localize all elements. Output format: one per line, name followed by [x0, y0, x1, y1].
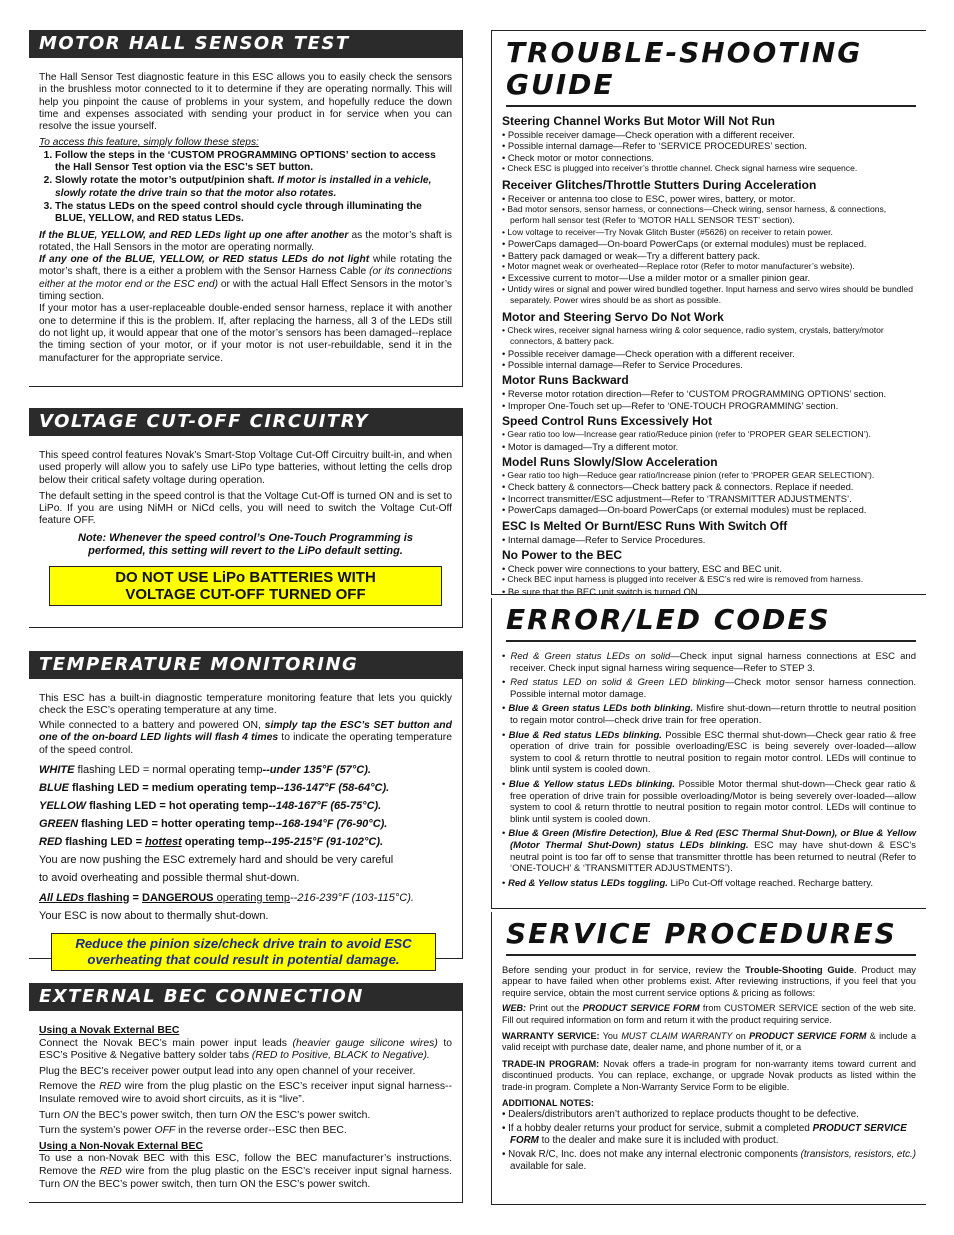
error-code-lead: Blue & Green (Misfire Detection), Blue & Red (ESC Thermal Shut-Down), or Blue & Yellow (Motor Thermal Shut-Down) status LEDs blinking.: [508, 828, 916, 851]
trouble-items: [502, 325, 916, 371]
bec-p5: Turn the system’s power OFF in the reverse order--ESC then BEC.: [39, 1125, 347, 1137]
temp-all-note: Your ESC is now about to thermally shut-down.: [39, 910, 269, 923]
trouble-item: • Gear ratio too low—Increase gear ratio/Reduce pinion (refer to ‘PROPER GEAR SELECTION’).: [502, 429, 916, 440]
temp-blue: BLUE flashing LED = medium operating temp--136-147°F (58-64°C).: [39, 782, 390, 795]
error-codes-section: [491, 598, 926, 909]
service-title: SERVICE PROCEDURES: [506, 918, 916, 956]
trouble-items: [502, 388, 916, 411]
bec-p6: To use a non-Novak BEC with this ESC, follow the BEC manufacturer’s instructions. Remove the RED wire from the plug plastic on the ESC’s receiver input signal harness. Turn ON the BEC’s power switch, then turn ON the ESC’s power switch.: [39, 1153, 452, 1190]
error-code-lead: Blue & Red status LEDs blinking.: [508, 729, 662, 741]
lipo-warning-line-1: DO NOT USE LiPo BATTERIES WITH: [115, 568, 376, 586]
temperature-section: [29, 651, 463, 968]
hall-intro: The Hall Sensor Test diagnostic feature in this ESC allows you to easily check the sensors in the brushless motor connected to it to determine if they are operating normally. This will help you pinpoint the cause of problems in your system, and hopefully reduce the down time and expenses associated with sending your product in for service when you can resolve the issue yourself.: [39, 72, 452, 133]
trouble-heading: ESC Is Melted Or Burnt/ESC Runs With Switch Off: [502, 518, 788, 533]
hall-step-2-main: Slowly rotate the motor’s output/pinion shaft.: [55, 175, 275, 187]
service-note-1: • Dealers/distributors aren’t authorized to replace products thought to be defective.: [502, 1109, 916, 1121]
service-additional-label: ADDITIONAL NOTES:: [502, 1098, 594, 1109]
trouble-item: • Excessive current to motor—Use a milder motor or a smaller pinion gear.: [502, 272, 916, 283]
hall-step-2: [55, 175, 452, 200]
trouble-items: [502, 429, 916, 452]
error-code-text: —Check input signal harness connections at ESC and receiver. Check input signal harness wiring sequence—Refer to STEP 3.: [510, 651, 916, 674]
temp-all: All LEDs flashing = DANGEROUS operating temp--216-239°F (103-115°C).: [39, 892, 414, 905]
bec-p3: Remove the RED wire from the plug plastic on the ESC’s receiver input signal harness--Insulate removed wire to avoid short circuits, as it is “live”.: [39, 1081, 452, 1105]
error-code-item: [502, 703, 916, 726]
error-code-text: Possible Motor thermal shut-down—Check gear ratio & free operation of drive train for possible overloading/Motor is being severely over-loaded—allow system to cool & return throttle to neutral position to regain motor control. LEDs will continue to blink until system is cooled down.: [510, 778, 917, 825]
temp-red-note-2: to avoid overheating and possible thermal shut-down.: [39, 872, 300, 885]
pinion-warning-line-1: Reduce the pinion size/check drive train to avoid ESC: [75, 936, 412, 952]
trouble-item: • Motor magnet weak or overheated—Replace rotor (Refer to motor manufacturer’s website).: [502, 261, 916, 272]
trouble-items: [502, 563, 916, 597]
trouble-heading: Speed Control Runs Excessively Hot: [502, 414, 713, 429]
error-code-lead: Blue & Yellow status LEDs blinking.: [508, 778, 676, 790]
trouble-items: [502, 470, 916, 516]
trouble-item: • Gear ratio too high—Reduce gear ratio/Increase pinion (refer to ‘PROPER GEAR SELECTION’).: [502, 470, 916, 481]
temp-p2: While connected to a battery and powered ON, simply tap the ESC’s SET button and one of the on-board LED lights will flash 4 times to indicate the operating temperature of the speed control.: [39, 719, 452, 756]
temp-yellow: YELLOW flashing LED = hot operating temp--148-167°F (65-75°C).: [39, 800, 382, 813]
pinion-warning-box: [51, 933, 436, 971]
error-code-lead: Blue & Green status LEDs both blinking.: [508, 703, 694, 715]
trouble-item: • Possible internal damage—Refer to Service Procedures.: [502, 359, 916, 370]
trouble-items: [502, 534, 916, 545]
trouble-item: • Bad motor sensors, sensor harness, or connections—Check wiring, sensor harness, & connections, perform hall sensor test (Refer to ‘MOTOR HALL SENSOR TEST’ section).: [502, 204, 916, 227]
trouble-item: • Possible internal damage—Refer to ‘SERVICE PROCEDURES’ section.: [502, 140, 916, 151]
bec-heading-non-novak: Using a Non-Novak External BEC: [39, 1140, 203, 1152]
trouble-item: • Check wires, receiver signal harness wiring & color sequence, radio system, crystals, battery/motor connectors, & battery pack.: [502, 325, 916, 348]
service-warranty: WARRANTY SERVICE: You MUST CLAIM WARRANTY on PRODUCT SERVICE FORM & include a valid receipt with purchase date, dealer name, and phone number of it, or a: [502, 1031, 917, 1053]
trouble-item: • Untidy wires or signal and power wired bundled together. Input harness and servo wires should be bundled separately. Power wires should be as short as possible.: [502, 284, 916, 307]
trouble-heading: Model Runs Slowly/Slow Acceleration: [502, 454, 718, 469]
troubleshooting-list: [492, 107, 926, 597]
trouble-item: • Motor is damaged—Try a different motor.: [502, 441, 916, 452]
trouble-items: [502, 193, 916, 307]
temp-p1: This ESC has a built-in diagnostic temperature monitoring feature that lets you quickly check the ESC’s operating temperature at any time.: [39, 693, 452, 717]
trouble-item: • Incorrect transmitter/ESC adjustment—Refer to ‘TRANSMITTER ADJUSTMENTS’.: [502, 493, 916, 504]
lipo-warning-box: [49, 566, 442, 606]
error-code-item: [502, 878, 916, 890]
hall-step-1: 1. Follow the steps in the ‘CUSTOM PROGRAMMING OPTIONS’ section to access the Hall Sensor Test option via the ESC’s SET button.: [55, 150, 452, 175]
service-section: [491, 912, 926, 1205]
error-code-text: —Check motor sensor harness connection. Possible internal motor damage.: [510, 677, 917, 700]
trouble-item: • PowerCaps damaged—On-board PowerCaps (or external modules) must be replaced.: [502, 504, 916, 515]
bec-p2: Plug the BEC’s receiver power output lead into any open channel of your receiver.: [39, 1065, 416, 1077]
trouble-item: • Reverse motor rotation direction—Refer to ‘CUSTOM PROGRAMMING OPTIONS’ section.: [502, 388, 916, 399]
hall-steps: [39, 150, 452, 226]
trouble-item: • Improper One-Touch set up—Refer to ‘ONE-TOUCH PROGRAMMING’ section.: [502, 400, 916, 411]
error-code-text: LiPo Cut-Off voltage reached. Recharge battery.: [667, 877, 873, 889]
service-trade-in: TRADE-IN PROGRAM: Novak offers a trade-in program for non-warranty items toward current and discontinued products. You can replace, exchange, or upgrade Novak products as listed within the trade-in program. Complete a Non-Warranty Service Form to be eligible.: [502, 1058, 916, 1092]
service-web: WEB: Print out the PRODUCT SERVICE FORM from CUSTOMER SERVICE section of the web site. Fill out required information on form and return it with the product requiring service.: [502, 1003, 916, 1025]
trouble-item: • PowerCaps damaged—On-board PowerCaps (or external modules) must be replaced.: [502, 238, 916, 249]
service-note-3: • Novak R/C, Inc. does not make any internal electronic components (transistors, resistors, etc.) available for sale.: [502, 1149, 916, 1173]
service-notes: [502, 1109, 916, 1172]
trouble-item: • Check motor or motor connections.: [502, 152, 916, 163]
error-code-item: [502, 730, 916, 776]
error-code-item: [502, 828, 916, 874]
bec-p4: Turn ON the BEC’s power switch, then turn ON the ESC’s power switch.: [39, 1109, 371, 1121]
hall-sensor-title: MOTOR HALL SENSOR TEST: [29, 30, 462, 58]
trouble-heading: Receiver Glitches/Throttle Stutters During Acceleration: [502, 177, 817, 192]
hall-access-label: To access this feature, simply follow these steps:: [39, 137, 259, 149]
trouble-heading: Motor and Steering Servo Do Not Work: [502, 309, 724, 324]
trouble-item: • Be sure that the BEC unit switch is turned ON.: [502, 586, 916, 597]
voltage-section: [29, 408, 463, 628]
temp-white: WHITE flashing LED = normal operating temp--under 135°F (57°C).: [39, 764, 371, 777]
service-intro: Before sending your product in for service, review the Trouble-Shooting Guide. Product may appear to have failed when other problems exist. After reviewing instructions, if you feel that you require service, obtain the most current service options & pricing as follows:: [502, 964, 916, 998]
troubleshooting-title: TROUBLE-SHOOTING GUIDE: [506, 37, 916, 107]
error-code-text: Possible ESC thermal shut-down—Check gear ratio & free operation of drive train for possible overloading/ESC is being severely over-loaded—allow system to cool & return throttle to neutral position to regain motor control. LEDs will continue to blink until system is cooled down.: [510, 729, 916, 776]
lipo-warning-line-2: VOLTAGE CUT-OFF TURNED OFF: [125, 585, 366, 603]
hall-sensor-section: [29, 30, 463, 387]
voltage-title: VOLTAGE CUT-OFF CIRCUITRY: [29, 408, 462, 436]
hall-bad-text: If any one of the BLUE, YELLOW, or RED status LEDs do not light while rotating the motor’s shaft, there is a either a problem with the Sensor Harness Cable (or its connections either at the motor end or the ESC end) or with the actual Hall Effect Sensors in the motor’s timing section.: [39, 254, 452, 303]
temp-red: RED flashing LED = hottest operating temp--195-215°F (91-102°C).: [39, 836, 384, 849]
temp-green: GREEN flashing LED = hotter operating temp--168-194°F (76-90°C).: [39, 818, 388, 831]
bec-section: [29, 983, 463, 1203]
trouble-item: • Check ESC is plugged into receiver’s throttle channel. Check signal harness wire sequence.: [502, 163, 916, 174]
hall-step-3: 3. The status LEDs on the speed control should cycle through illuminating the BLUE, YELLOW, and RED status LEDs.: [55, 201, 452, 226]
trouble-item: • Internal damage—Refer to Service Procedures.: [502, 534, 916, 545]
error-code-item: [502, 779, 916, 825]
bec-title: EXTERNAL BEC CONNECTION: [29, 983, 462, 1011]
hall-ok-text: If the BLUE, YELLOW, and RED LEDs light up one after another as the motor’s shaft is rotated, the Hall Sensors in the motor are operating normally.: [39, 229, 453, 253]
error-codes-title: ERROR/LED CODES: [506, 604, 916, 642]
trouble-item: • Possible receiver damage—Check operation with a different receiver.: [502, 129, 916, 140]
trouble-item: • Battery pack damaged or weak—Try a different battery pack.: [502, 250, 916, 261]
trouble-item: • Possible receiver damage—Check operation with a different receiver.: [502, 348, 916, 359]
troubleshooting-section: [491, 30, 926, 595]
trouble-items: [502, 129, 916, 175]
voltage-note: Note: Whenever the speed control’s One-Touch Programming is performed, this setting will revert to the LiPo default setting.: [78, 531, 413, 557]
trouble-heading: Steering Channel Works But Motor Will Not Run: [502, 114, 775, 128]
temperature-title: TEMPERATURE MONITORING: [29, 651, 462, 679]
trouble-item: • Check BEC input harness is plugged into receiver & ESC’s red wire is removed from harness.: [502, 574, 916, 585]
error-code-item: [502, 677, 916, 700]
error-code-text: ESC may have shut-down & ESC’s neutral point is too far off to sense that transmitter throttle has been returned to neutral (Refer to ‘ONE-TOUCH’ & ‘TRANSMITTER ADJUSTMENTS’).: [510, 839, 916, 875]
trouble-item: • Receiver or antenna too close to ESC, power wires, battery, or motor.: [502, 193, 916, 204]
error-code-text: Misfire shut-down—return throttle to neutral position to regain motor control—check drive train for free operation.: [510, 703, 916, 726]
trouble-heading: No Power to the BEC: [502, 547, 623, 562]
voltage-p2: The default setting in the speed control is that the Voltage Cut-Off is turned ON and is set to LiPo. If you are using NiMH or NiCd cells, you will need to switch the Voltage Cut-Off feature OFF.: [39, 490, 452, 527]
bec-heading-novak: Using a Novak External BEC: [39, 1025, 180, 1036]
hall-harness-text: If your motor has a user-replaceable double-ended sensor harness, replace it with another one to determine if this is the problem. If, after replacing the harness, all 3 of the LEDs still do not light up, it would appear that one of the motor’s sensors has been damaged--replace the timing section of your motor, or if your motor is not user-rebuildable, send it in the manufacturer for the appropriate service.: [39, 303, 452, 364]
trouble-heading: Motor Runs Backward: [502, 373, 629, 388]
trouble-item: • Low voltage to receiver—Try Novak Glitch Buster (#5626) on receiver to retain power.: [502, 227, 916, 238]
trouble-item: • Check power wire connections to your battery, ESC and BEC unit.: [502, 563, 916, 574]
error-code-lead: Red status LED on solid & Green LED blinking: [510, 677, 725, 689]
error-code-lead: Red & Green status LEDs on solid: [510, 651, 671, 662]
trouble-item: • Check battery & connectors—Check battery pack & connectors. Replace if needed.: [502, 481, 916, 492]
temp-red-note-1: You are now pushing the ESC extremely hard and should be very careful: [39, 854, 394, 867]
pinion-warning-line-2: overheating that could result in potential damage.: [87, 952, 400, 968]
error-code-item: [502, 651, 916, 674]
voltage-p1: This speed control features Novak’s Smart-Stop Voltage Cut-Off Circuitry built-in, and when used properly will allow you to safely use LiPo type batteries, without letting the cells drop below their critical safety voltage during operation.: [39, 450, 452, 486]
error-codes-list: [502, 651, 916, 889]
service-note-2: • If a hobby dealer returns your product for service, submit a completed PRODUCT SERVICE FORM to the dealer and make sure it is included with product.: [502, 1123, 916, 1147]
hall-step-2-note: If motor is installed in a vehicle, slowly rotate the drive train so that the motor also rotates.: [55, 175, 432, 199]
error-code-lead: Red & Yellow status LEDs toggling.: [507, 877, 668, 889]
bec-p1: Connect the Novak BEC’s main power input leads (heavier gauge silicone wires) to ESC’s Positive & Negative battery solder tabs (RED to Positive, BLACK to Negative).: [39, 1037, 452, 1062]
